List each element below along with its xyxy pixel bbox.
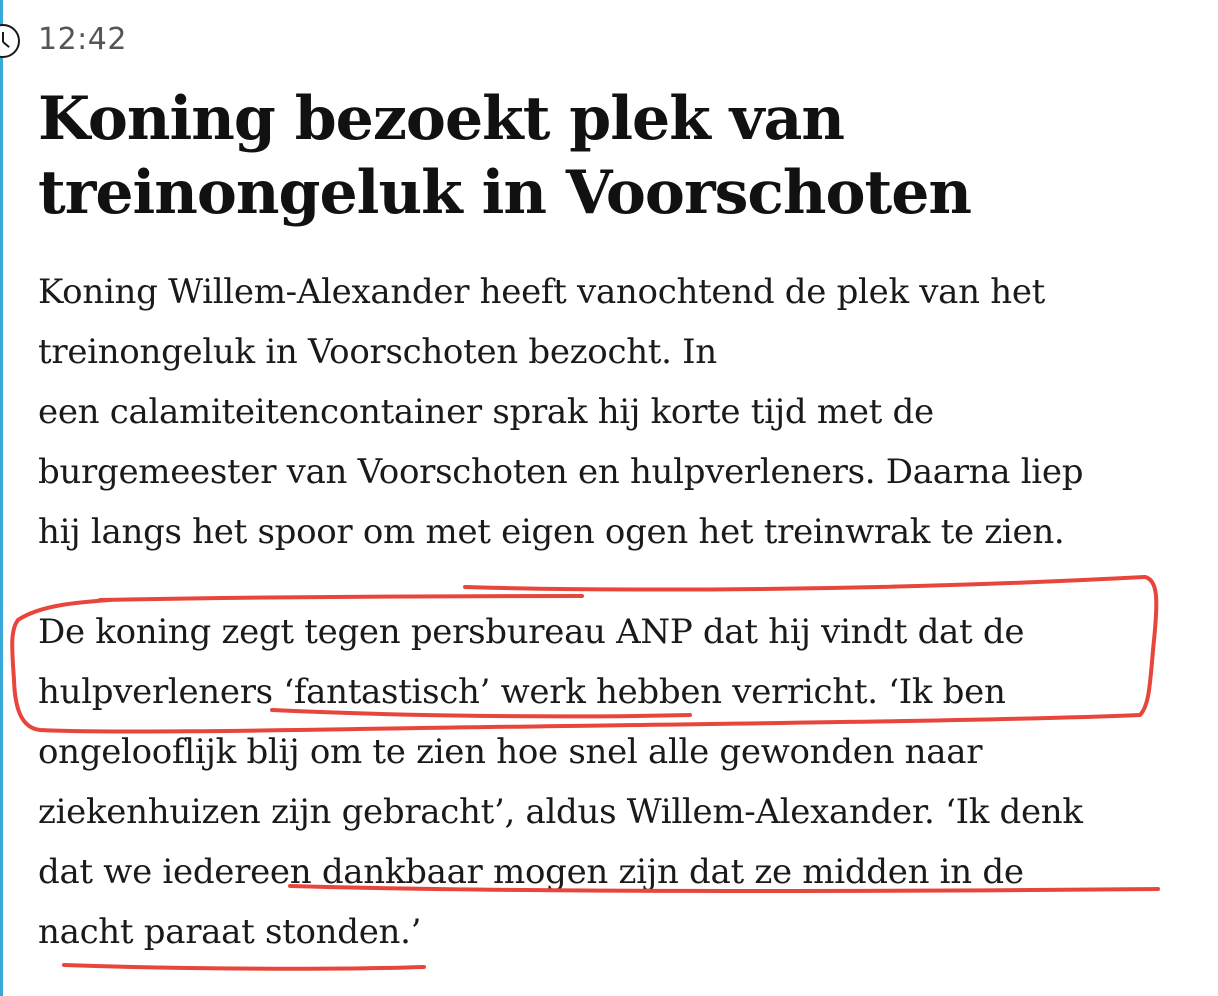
post-timestamp: 12:42 bbox=[38, 22, 127, 57]
paragraph-line: hulpverleners ‘fantastisch’ werk hebben verricht. ‘Ik ben bbox=[38, 672, 1006, 712]
paragraph-line: ziekenhuizen zijn gebracht’, aldus Willem-Alexander. ‘Ik denk bbox=[38, 792, 1083, 832]
paragraph-line: Koning Willem-Alexander heeft vanochtend de plek van het bbox=[38, 272, 1046, 312]
article-paragraph-1 bbox=[38, 262, 1203, 562]
headline-line-1: Koning bezoekt plek van bbox=[38, 84, 845, 154]
annotation-top-stroke-left bbox=[100, 596, 582, 600]
article-headline bbox=[38, 82, 1188, 230]
headline-line-2: treinongeluk in Voorschoten bbox=[38, 158, 972, 228]
paragraph-line: een calamiteitencontainer sprak hij korte tijd met de bbox=[38, 392, 934, 432]
paragraph-line: De koning zegt tegen persbureau ANP dat hij vindt dat de bbox=[38, 612, 1025, 652]
paragraph-line: ongelooflijk blij om te zien hoe snel alle gewonden naar bbox=[38, 732, 983, 772]
clock-icon bbox=[0, 24, 20, 58]
article-paragraph-2 bbox=[38, 602, 1203, 962]
paragraph-line: nacht paraat stonden.’ bbox=[38, 912, 422, 952]
paragraph-line: dat we iedereen dankbaar mogen zijn dat ze midden in de bbox=[38, 852, 1024, 892]
annotation-top-stroke bbox=[465, 577, 1145, 590]
timeline-bar bbox=[0, 0, 3, 996]
paragraph-line: burgemeester van Voorschoten en hulpverleners. Daarna liep bbox=[38, 452, 1084, 492]
paragraph-line: treinongeluk in Voorschoten bezocht. In bbox=[38, 332, 717, 372]
underline-nacht-paraat bbox=[64, 965, 424, 969]
paragraph-line: hij langs het spoor om met eigen ogen het treinwrak te zien. bbox=[38, 512, 1065, 552]
